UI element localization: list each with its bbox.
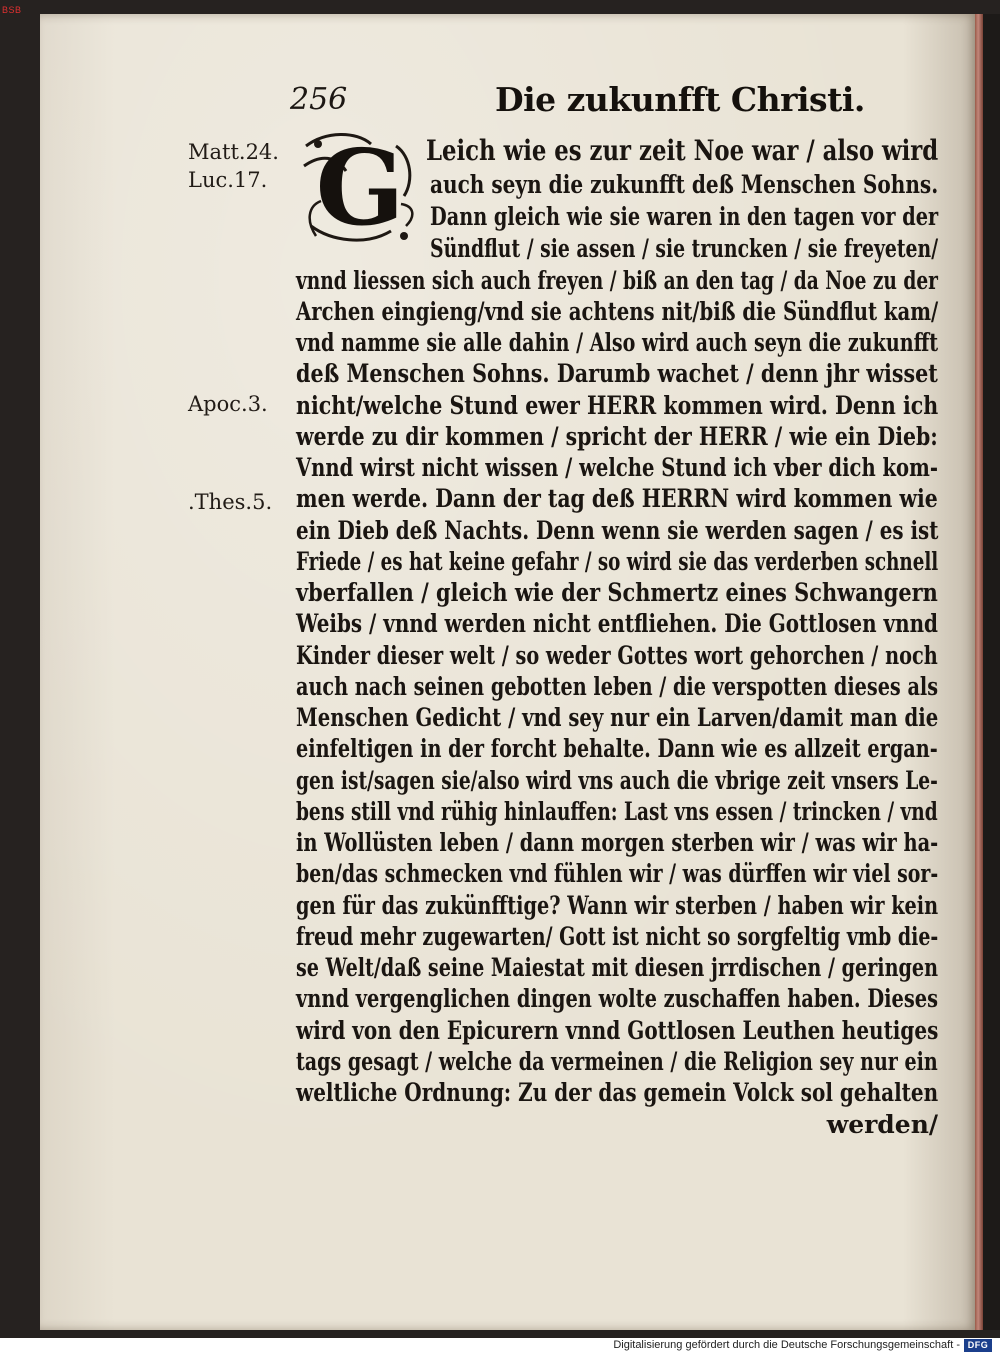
text-line: vnnd vergenglichen dingen wolte zuschaffen haben. Dieses — [296, 984, 938, 1013]
text-line: freud mehr zugewarten/ Gott ist nicht so sorgfeltig vmb die- — [296, 922, 939, 951]
decorated-initial — [296, 126, 424, 254]
margin-notes — [188, 0, 288, 1300]
catchword: werden/ — [826, 1110, 938, 1139]
text-line: in Wollüsten leben / dann morgen sterben wir / was wir ha- — [296, 828, 939, 857]
text-line: gen ist/sagen sie/also wird vns auch die vbrige zeit vnsers Le- — [296, 766, 938, 795]
page-number: 256 — [290, 82, 348, 117]
margin-note: Matt.24. — [188, 140, 279, 164]
text-line: ein Dieb deß Nachts. Denn wenn sie werden sagen / es ist — [296, 516, 939, 545]
ornament-icon — [296, 126, 424, 254]
text-line: vnd namme sie alle dahin / Also wird auch seyn die zukunfft — [296, 328, 939, 357]
text-line: einfeltigen in der forcht behalte. Dann wie es allzeit ergan- — [296, 734, 938, 763]
text-line: Kinder dieser welt / so weder Gottes wort gehorchen / noch — [296, 641, 938, 670]
text-line: Leich wie es zur zeit Noe war / also wird — [426, 134, 939, 167]
margin-note: Apoc.3. — [188, 392, 268, 416]
text-line: gen für das zukünfftige? Wann wir sterben / haben wir kein — [296, 891, 939, 920]
text-line: vnnd liessen sich auch freyen / biß an den tag / da Noe zu der — [296, 266, 938, 295]
page-edge — [975, 14, 983, 1330]
text-line: Weibs / vnnd werden nicht entfliehen. Die Gottlosen vnnd — [296, 609, 938, 638]
margin-note: Luc.17. — [188, 168, 268, 192]
text-line: Vnnd wirst nicht wissen / welche Stund ich vber dich kom- — [296, 453, 938, 482]
text-line: Friede / es hat keine gefahr / so wird sie das verderben schnell — [296, 547, 939, 576]
library-tag: BSB — [2, 5, 22, 15]
text-line: auch seyn die zukunfft deß Menschen Sohns. — [430, 170, 939, 199]
margin-note: .Thes.5. — [188, 490, 273, 514]
text-line: auch nach seinen gebotten leben / die verspotten dieses als — [296, 672, 939, 701]
text-line: deß Menschen Sohns. Darumb wachet / denn jhr wisset — [296, 359, 938, 388]
text-line: werde zu dir kommen / spricht der HERR / wie ein Dieb: — [296, 422, 938, 451]
right-gutter — [983, 14, 1000, 1330]
text-line: Menschen Gedicht / vnd sey nur ein Larven/damit man die — [296, 703, 939, 732]
text-line: vberfallen / gleich wie der Schmertz eines Schwangern — [296, 578, 938, 607]
running-title: Die zukunfft Christi. — [495, 80, 865, 119]
funding-credit: Digitalisierung gefördert durch die Deutsche Forschungsgemeinschaft - — [613, 1339, 960, 1351]
initial-letter: G — [315, 126, 405, 249]
text-line: bens still vnd rühig hinlauffen: Last vns essen / trincken / vnd — [296, 797, 938, 826]
text-line: Archen eingieng/vnd sie achtens nit/biß die Sündflut kam/ — [296, 297, 939, 326]
text-line: tags gesagt / welche da vermeinen / die Religion sey nur ein — [296, 1047, 938, 1076]
text-line: ben/das schmecken vnd fühlen wir / was dürffen wir viel sor- — [296, 859, 939, 888]
text-line: weltliche Ordnung: Zu der das gemein Volck sol gehalten — [296, 1078, 939, 1107]
text-line: men werde. Dann der tag deß HERRN wird kommen wie — [296, 484, 938, 513]
text-line: Dann gleich wie sie waren in den tagen vor der — [430, 202, 939, 231]
text-line: Sündflut / sie assen / sie truncken / sie freyeten/ — [430, 234, 939, 263]
page-header — [290, 80, 930, 126]
dfg-logo: DFG — [964, 1339, 992, 1352]
text-line: wird von den Epicurern vnnd Gottlosen Leuthen heutiges — [296, 1016, 939, 1045]
text-line: se Welt/daß seine Maiestat mit diesen jrrdischen / geringen — [296, 953, 938, 982]
text-line: nicht/welche Stund ewer HERR kommen wird. Denn ich — [296, 391, 939, 420]
